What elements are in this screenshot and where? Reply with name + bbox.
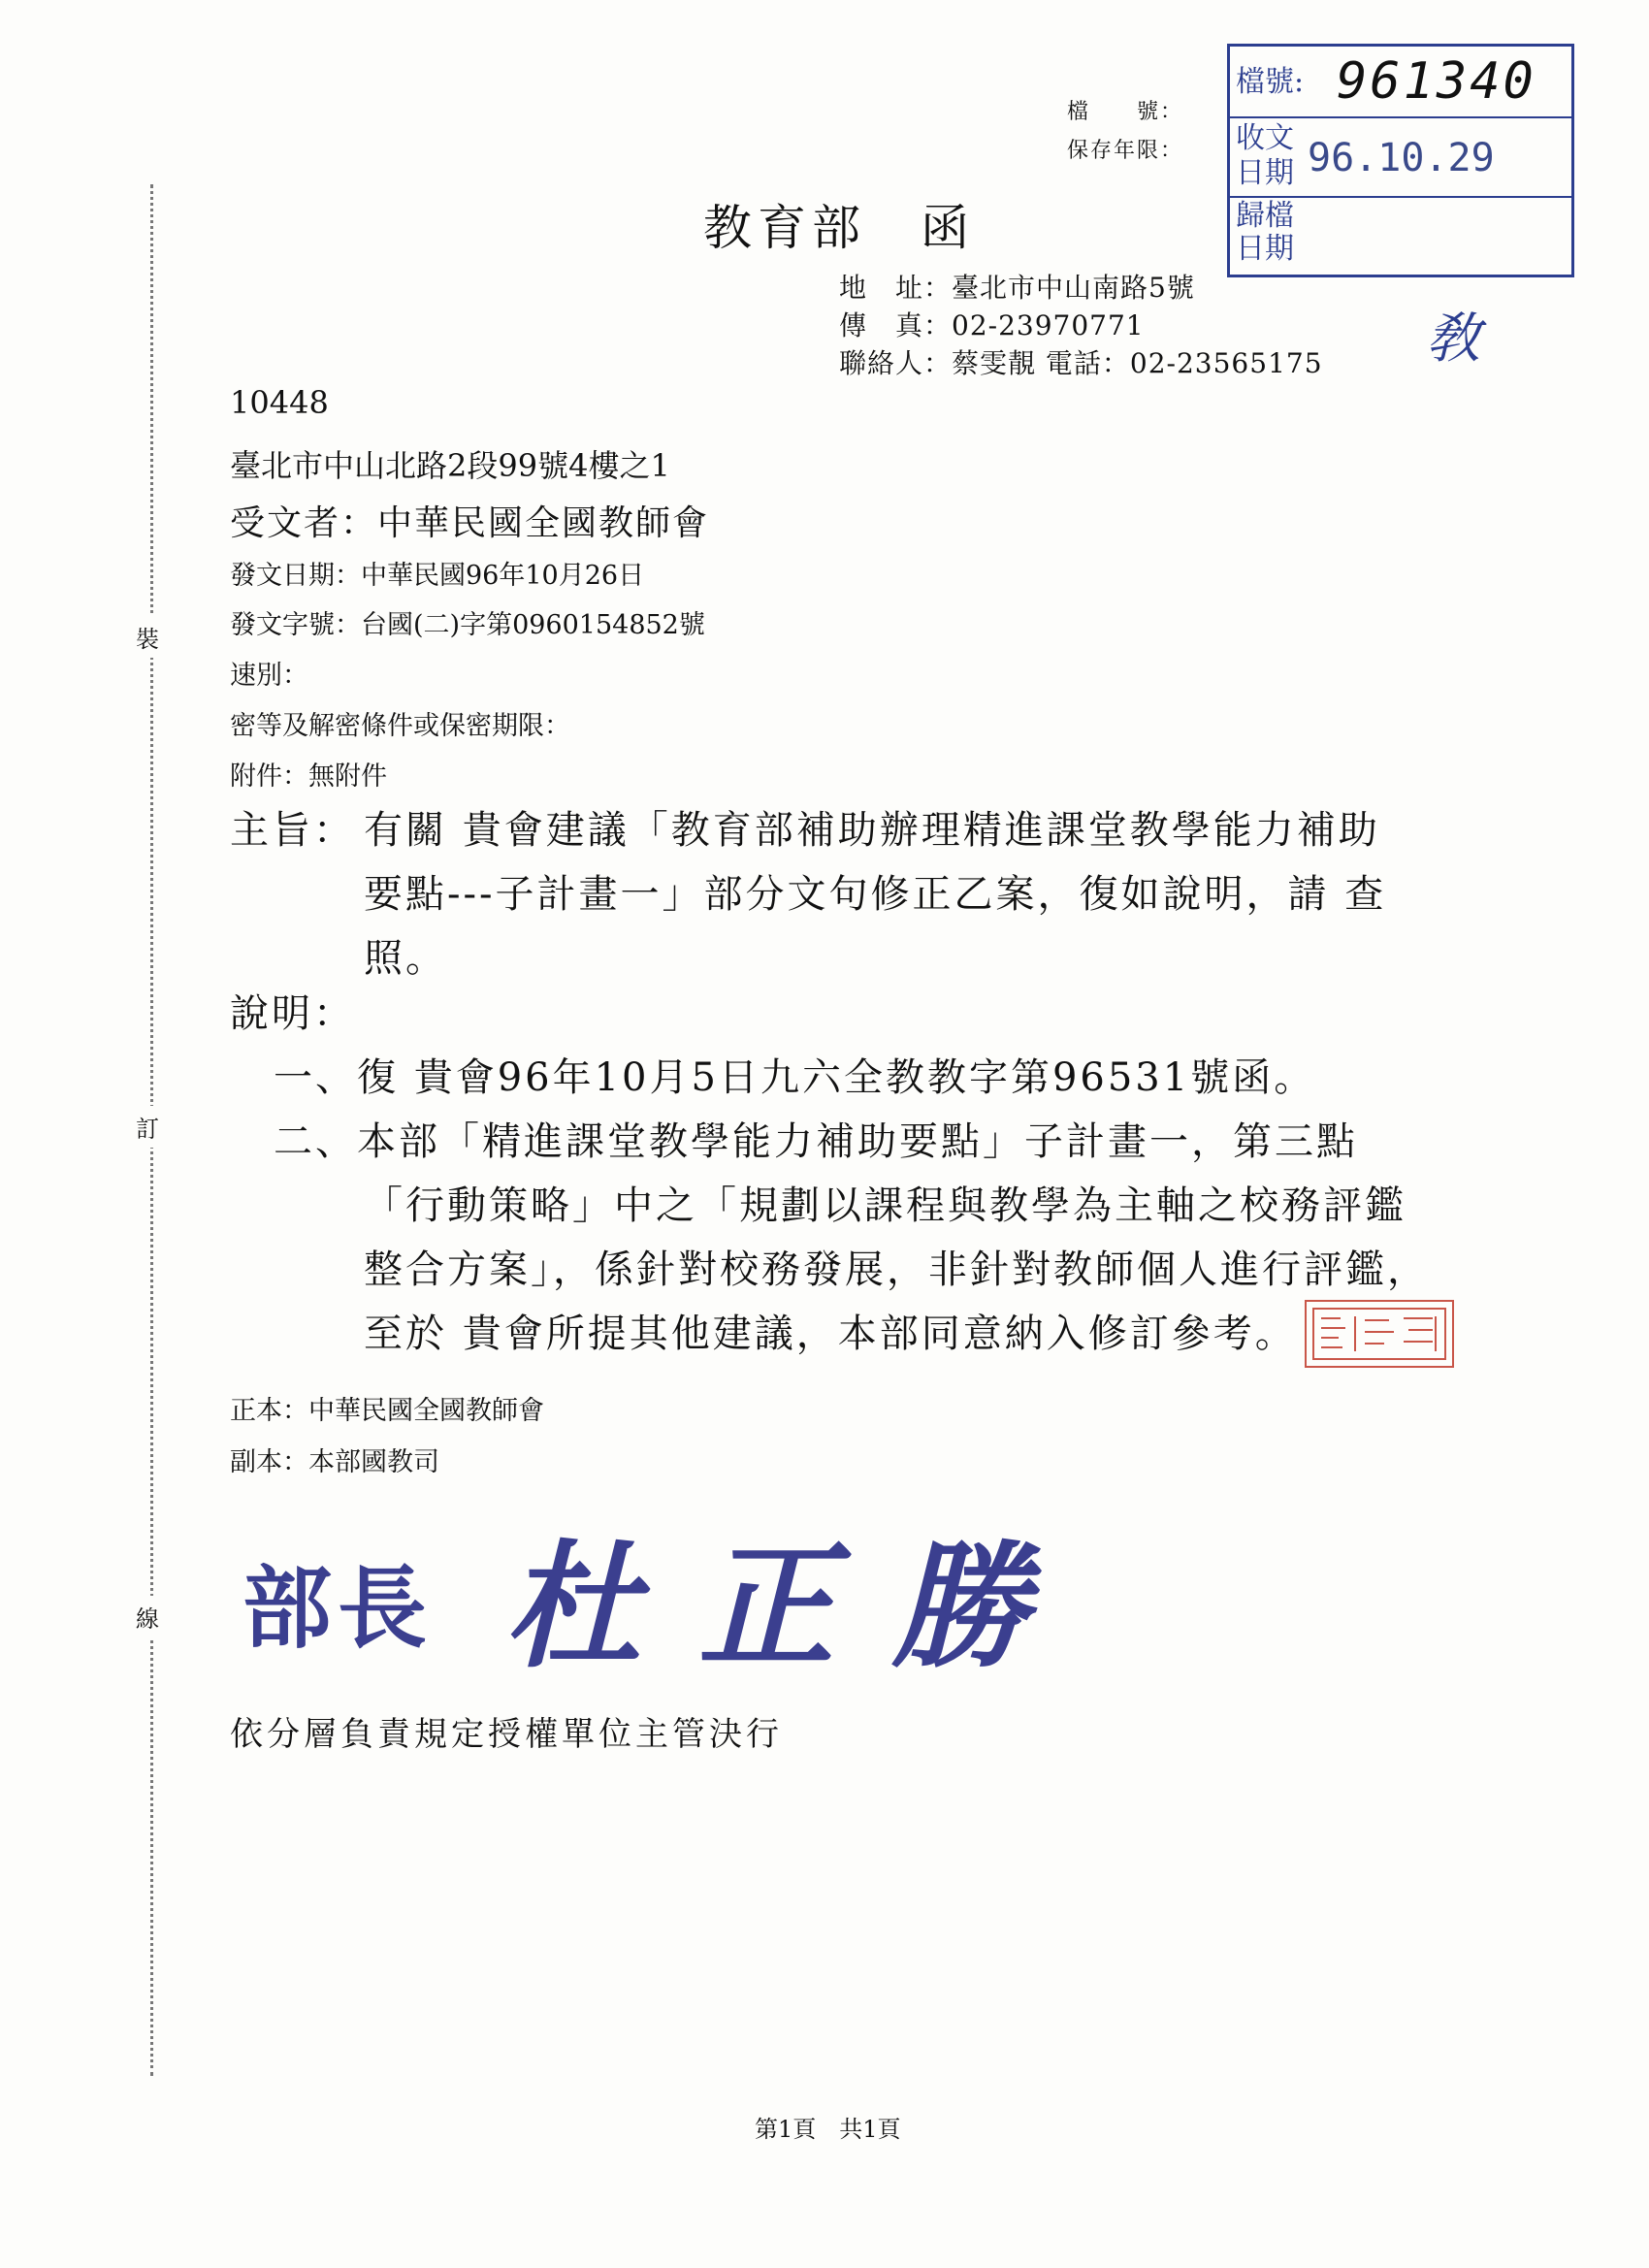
stamp-row-received-date: [1230, 118, 1571, 198]
binding-char-xian: 線: [136, 1596, 159, 1637]
stamp-archive-label-1: 歸檔: [1236, 199, 1294, 233]
binding-char-zhuang: 裝: [136, 616, 159, 658]
sender-address: 地 址：臺北市中山南路5號: [839, 272, 1195, 304]
subject-line-2: 要點---子計畫一」部分文句修正乙案，復如說明，請 查: [364, 872, 1387, 917]
explanation-item-2-line-1: 二、本部「精進課堂教學能力補助要點」子計畫一，第三點: [274, 1119, 1358, 1164]
sender-fax: 傳 真：02-23970771: [839, 309, 1145, 341]
stamp-file-number-label: 檔號:: [1236, 65, 1305, 99]
signature-title: 部長: [242, 1556, 434, 1661]
copy-recipient: 副本：本部國教司: [230, 1447, 439, 1477]
subject-line-1: 有關 貴會建議「教育部補助辦理精進課堂教學能力補助: [364, 808, 1380, 853]
stamp-received-label-2: 日期: [1236, 156, 1294, 190]
seal-pattern-icon: [1311, 1307, 1447, 1361]
stamp-row-file-number: [1230, 47, 1571, 118]
explanation-label: 說明：: [230, 991, 355, 1036]
stamp-received-label-1: 收文: [1236, 121, 1294, 155]
delivery-speed: 速別：: [230, 661, 308, 691]
signature-name: 杜正勝: [504, 1528, 1087, 1687]
stamp-archive-label-2: 日期: [1236, 232, 1294, 266]
original-recipient: 正本：中華民國全國教師會: [230, 1396, 544, 1426]
official-red-seal: [1305, 1300, 1454, 1368]
binding-char-ding: 訂: [136, 1106, 159, 1148]
explanation-item-2-line-4: 至於 貴會所提其他建議，本部同意納入修訂參考。: [364, 1312, 1297, 1356]
recipient-name: 受文者：中華民國全國教師會: [230, 503, 710, 543]
subject-label: 主旨：: [230, 808, 355, 853]
secrecy-level: 密等及解密條件或保密期限：: [230, 711, 570, 741]
page-number: 第1頁 共1頁: [755, 2116, 901, 2143]
stamp-row-archive-date: [1230, 198, 1571, 272]
subject-line-3: 照。: [364, 936, 447, 981]
authorization-note: 依分層負責規定授權單位主管決行: [230, 1715, 783, 1754]
recipient-address: 臺北市中山北路2段99號4樓之1: [230, 447, 670, 484]
stamp-received-date: 96.10.29: [1308, 136, 1495, 180]
sender-contact: 聯絡人：蔡雯靚 電話：02-23565175: [839, 347, 1323, 379]
explanation-item-2-line-3: 整合方案」，係針對校務發展，非針對教師個人進行評鑑，: [364, 1247, 1429, 1292]
receipt-stamp: [1227, 44, 1574, 277]
attachment: 附件：無附件: [230, 761, 387, 792]
file-number-label: 檔 號：: [1067, 100, 1184, 124]
document-number: 發文字號：台國(二)字第0960154852號: [230, 610, 705, 640]
retention-period-label: 保存年限：: [1067, 139, 1184, 163]
stamp-file-number-value: 961340: [1337, 52, 1536, 111]
document-title: 教育部 函: [703, 200, 975, 256]
postal-code: 10448: [230, 384, 329, 421]
handwritten-note: 敎: [1426, 308, 1480, 371]
explanation-item-1: 一、復 貴會96年10月5日九六全教教字第96531號函。: [274, 1055, 1316, 1100]
explanation-item-2-line-2: 「行動策略」中之「規劃以課程與教學為主軸之校務評鑑: [364, 1183, 1406, 1228]
issue-date: 發文日期：中華民國96年10月26日: [230, 561, 645, 591]
